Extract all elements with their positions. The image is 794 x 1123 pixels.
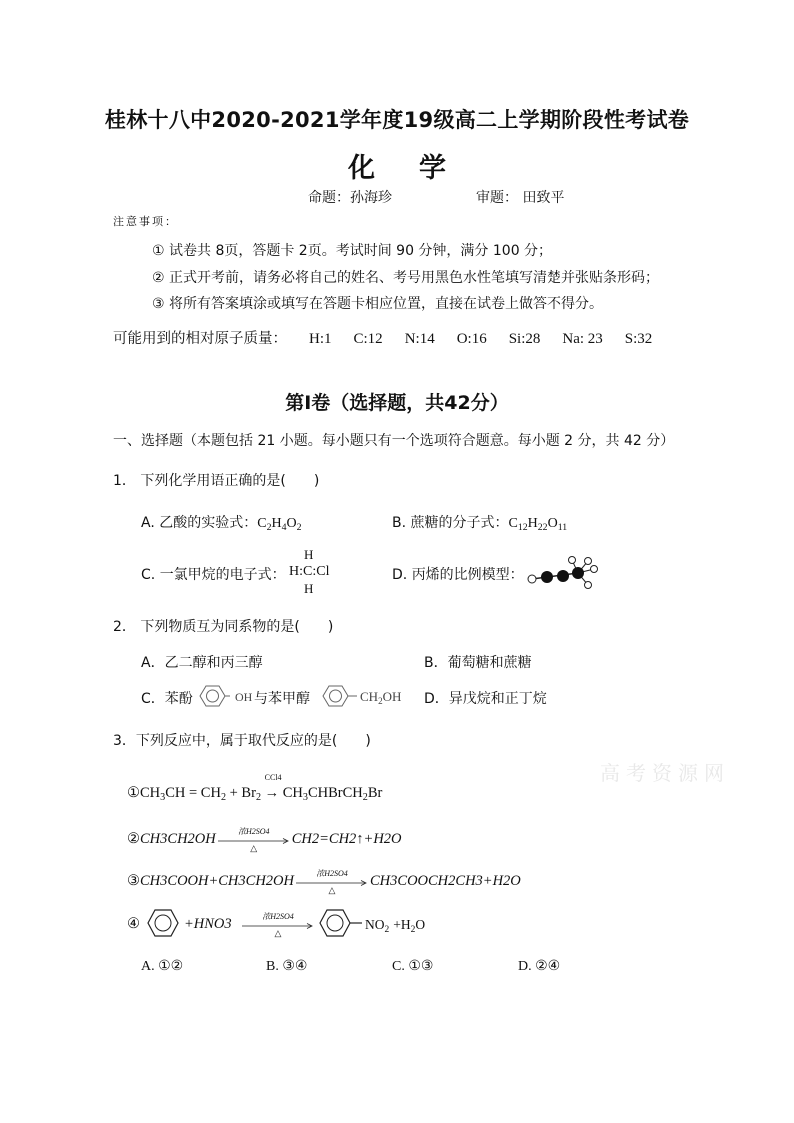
atomic-mass-o: O:16 [456,331,487,347]
question-1-stem: 1． 下列化学用语正确的是( ) [113,473,320,489]
atomic-mass-n: N:14 [404,331,435,347]
question-2-stem: 2． 下列物质互为同系物的是( ) [113,619,334,635]
q3-option-c: C. ①③ [392,959,434,974]
atomic-mass-h: H:1 [309,331,332,347]
q1-option-b-text: 蔗糖的分子式： [410,515,509,531]
q1-option-d-label: D. [392,567,408,583]
reaction-4-arrow: 浓H2SO4 △ [242,918,314,932]
q1-option-d-text: 丙烯的比例模型： [411,567,524,583]
notice-item-1: ① 试卷共 8页，答题卡 2页。考试时间 90 分钟，满分 100 分； [152,243,553,259]
propene-space-filling-model [522,552,602,594]
watermark: 高考资源网 [600,761,730,785]
author-line: 命题：孙海珍 [308,190,392,206]
q3-option-a: A. ①② [141,959,184,974]
q2-option-c-prefix: C．苯酚 [141,691,193,707]
exam-title: 桂林十八中2020-2021学年度19级高二上学期阶段性考试卷 [104,108,690,132]
q1-option-c [141,564,286,584]
part-one-heading: 第Ⅰ卷（选择题，共42分） [285,392,509,414]
subject-char-1: 化 [348,153,375,184]
reaction-3-arrow: 浓H2SO4 △ [296,875,368,889]
reaction-4-products: $NO_2 +H_2O$ [365,917,426,935]
reaction-1-number: ① [127,785,140,801]
reaction-2-arrow: 浓H2SO4 △ [218,833,290,847]
reaction-1-condition: CCl4 [264,773,282,782]
atomic-mass-s: S:32 [624,331,653,347]
section-instructions: 一、选择题（本题包括 21 小题。每小题只有一个选项符合题意。每小题 2 分，共 42 分） [113,433,675,449]
subject-char-2: 学 [419,153,446,184]
q1-option-b-label: B. [392,515,407,531]
notice-item-3: ③ 将所有答案填涂或填写在答题卡相应位置，直接在试卷上做答不得分。 [152,296,603,312]
reaction-4-arrow-wrap [240,911,316,938]
q3-option-d: D. ②④ [518,959,561,974]
q1-c-electron-formula: H:C:Cl [289,564,330,579]
q1-c-electron-h-bottom: H [304,581,314,596]
q1-option-c-label: C. [141,567,156,583]
subject-title [0,146,794,185]
atomic-mass-c: C:12 [353,331,383,347]
q1-option-c-text: 一氯甲烷的电子式： [159,567,286,583]
notice-heading: 注意事项： [113,215,178,228]
q2-option-a: A．乙二醇和丙三醇 [141,655,263,671]
reaction-2: ②CH3CH2OH 浓H2SO4 △ CH2=CH2↑+H2O [127,826,402,853]
q1-option-b: B. 蔗糖的分子式：$C_{12}H_{22}O_{11}$ [392,515,568,533]
reaction-3-number: ③ [127,873,140,889]
phenol-benzene-ring-icon [193,683,231,709]
q2-option-c-middle: 与苯甲醇 [254,691,310,707]
atomic-mass-label: 可能用到的相对原子质量： [113,331,287,347]
reaction-3: ③CH3COOH+CH3CH2OH 浓H2SO4 △ CH3COOCH2CH3+H2O [127,868,521,895]
q2-option-d: D．异戊烷和正丁烷 [424,691,547,707]
q1-option-d [392,564,524,584]
atomic-mass-si: Si:28 [508,331,541,347]
question-3-stem: 3．下列反应中，属于取代反应的是( ) [113,733,371,749]
q2-option-b: B．葡萄糖和蔗糖 [424,655,532,671]
benzene-ring-icon [144,904,184,942]
reviewer-line: 审题： 田致平 [476,190,565,206]
nitrobenzene-ring-icon [316,904,364,942]
q1-option-a-label: A. [141,515,155,531]
phenol-oh-group: OH [235,690,253,704]
atomic-mass-na: Na: 23 [562,331,603,347]
reaction-1: $①CH_3CH = CH_2 + Br_2$ CCl4 → $CH_3CHBrCH_2Br$ [127,773,383,803]
q1-c-electron-h-top: H [304,547,314,562]
reaction-2-number: ② [127,831,140,847]
notice-item-2: ② 正式开考前，请务必将自己的姓名、考号用黑色水性笔填写清楚并张贴条形码； [152,270,659,286]
q1-option-a: A. 乙酸的实验式：$C_2H_4O_2$ [141,515,302,533]
reaction-4-number: ④ [127,916,140,932]
atomic-mass-line [113,327,652,348]
reaction-4-reagent: +HNO3 [184,916,232,932]
benzyl-alcohol-benzene-ring-icon [316,683,358,709]
q1-option-a-text: 乙酸的实验式： [159,515,258,531]
q3-option-b: B. ③④ [266,959,308,974]
benzyl-ch2oh-group: $CH_2OH$ [360,689,402,706]
